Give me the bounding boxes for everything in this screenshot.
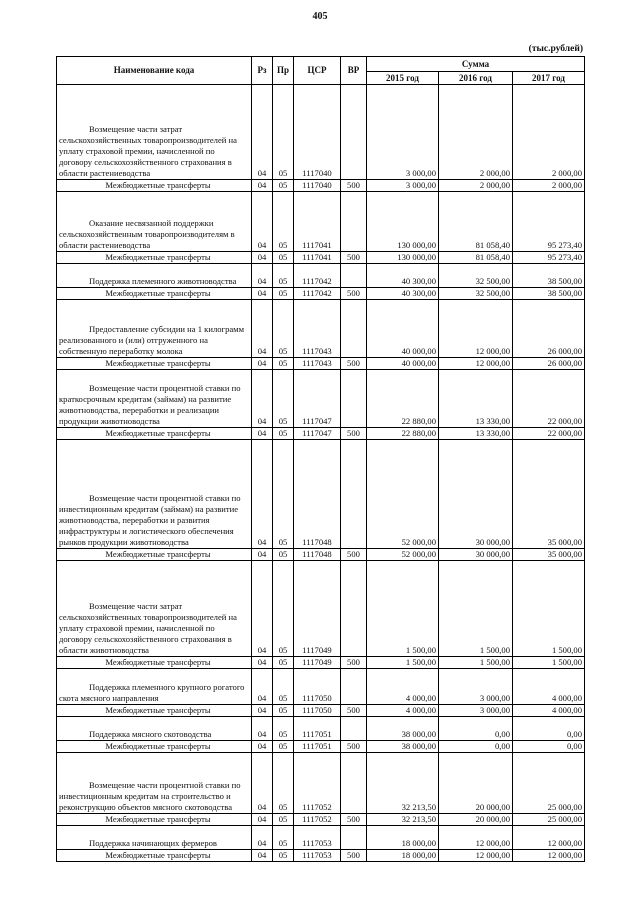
sum-2017-cell: 22 000,00 [513, 428, 585, 440]
sum-2015-cell: 40 000,00 [367, 358, 439, 370]
sum-2016-cell: 2 000,00 [439, 180, 513, 192]
name-cell: Межбюджетные трансферты [57, 850, 252, 862]
csr-cell: 1117042 [294, 288, 341, 300]
csr-cell: 1117050 [294, 669, 341, 705]
name-cell: Межбюджетные трансферты [57, 252, 252, 264]
vr-cell: 500 [341, 428, 367, 440]
units-label: (тыс.рублей) [528, 44, 583, 54]
vr-cell: 500 [341, 358, 367, 370]
rz-cell: 04 [252, 264, 273, 288]
budget-table [56, 56, 585, 862]
table-row [57, 85, 585, 180]
sum-2017-cell: 1 500,00 [513, 561, 585, 657]
table-row [57, 192, 585, 252]
table-row [57, 669, 585, 705]
header-2016: 2016 год [439, 72, 513, 85]
name-cell: Поддержка мясного скотоводства [57, 717, 252, 741]
sum-2016-cell: 1 500,00 [439, 657, 513, 669]
sum-2015-cell: 38 000,00 [367, 741, 439, 753]
sum-2016-cell: 12 000,00 [439, 850, 513, 862]
pr-cell: 05 [273, 669, 294, 705]
name-cell: Межбюджетные трансферты [57, 657, 252, 669]
sum-2016-cell: 32 500,00 [439, 264, 513, 288]
vr-cell [341, 561, 367, 657]
vr-cell: 500 [341, 549, 367, 561]
vr-cell [341, 717, 367, 741]
csr-cell: 1117043 [294, 358, 341, 370]
header-pr: Пр [273, 57, 294, 85]
rz-cell: 04 [252, 370, 273, 428]
table-row [57, 753, 585, 814]
pr-cell: 05 [273, 85, 294, 180]
sum-2017-cell: 26 000,00 [513, 358, 585, 370]
rz-cell: 04 [252, 850, 273, 862]
sum-2015-cell: 22 880,00 [367, 428, 439, 440]
name-cell: Возмещение части процентной ставки по инвестиционным кредитам на строительство и реконструкцию объектов мясного скотоводства [57, 753, 252, 814]
csr-cell: 1117052 [294, 753, 341, 814]
rz-cell: 04 [252, 252, 273, 264]
pr-cell: 05 [273, 358, 294, 370]
header-vr: ВР [341, 57, 367, 85]
name-cell: Межбюджетные трансферты [57, 428, 252, 440]
pr-cell: 05 [273, 264, 294, 288]
pr-cell: 05 [273, 741, 294, 753]
sum-2015-cell: 4 000,00 [367, 705, 439, 717]
pr-cell: 05 [273, 252, 294, 264]
csr-cell: 1117048 [294, 549, 341, 561]
csr-cell: 1117041 [294, 192, 341, 252]
rz-cell: 04 [252, 549, 273, 561]
sum-2016-cell: 3 000,00 [439, 669, 513, 705]
pr-cell: 05 [273, 370, 294, 428]
vr-cell [341, 264, 367, 288]
rz-cell: 04 [252, 705, 273, 717]
csr-cell: 1117051 [294, 717, 341, 741]
sum-2015-cell: 40 300,00 [367, 288, 439, 300]
sum-2015-cell: 3 000,00 [367, 85, 439, 180]
sum-2015-cell: 18 000,00 [367, 826, 439, 850]
pr-cell: 05 [273, 705, 294, 717]
name-cell: Межбюджетные трансферты [57, 814, 252, 826]
sum-2016-cell: 13 330,00 [439, 428, 513, 440]
vr-cell: 500 [341, 850, 367, 862]
sum-2016-cell: 12 000,00 [439, 300, 513, 358]
sum-2015-cell: 40 000,00 [367, 300, 439, 358]
header-csr: ЦСР [294, 57, 341, 85]
vr-cell [341, 440, 367, 549]
pr-cell: 05 [273, 717, 294, 741]
rz-cell: 04 [252, 717, 273, 741]
sum-2015-cell: 32 213,50 [367, 753, 439, 814]
table-row [57, 826, 585, 850]
pr-cell: 05 [273, 440, 294, 549]
name-cell: Межбюджетные трансферты [57, 180, 252, 192]
header-rz: Рз [252, 57, 273, 85]
rz-cell: 04 [252, 192, 273, 252]
table-row [57, 264, 585, 288]
table-row-transfer [57, 180, 585, 192]
table-row-transfer [57, 288, 585, 300]
table-row [57, 370, 585, 428]
rz-cell: 04 [252, 826, 273, 850]
csr-cell: 1117053 [294, 850, 341, 862]
sum-2015-cell: 52 000,00 [367, 440, 439, 549]
name-cell: Межбюджетные трансферты [57, 358, 252, 370]
pr-cell: 05 [273, 826, 294, 850]
csr-cell: 1117041 [294, 252, 341, 264]
table-row-transfer [57, 252, 585, 264]
rz-cell: 04 [252, 741, 273, 753]
name-cell: Оказание несвязанной поддержки сельскохозяйственным товаропроизводителям в области растениеводства [57, 192, 252, 252]
sum-2016-cell: 30 000,00 [439, 549, 513, 561]
vr-cell [341, 192, 367, 252]
sum-2017-cell: 35 000,00 [513, 549, 585, 561]
table-row-transfer [57, 657, 585, 669]
sum-2016-cell: 20 000,00 [439, 814, 513, 826]
csr-cell: 1117052 [294, 814, 341, 826]
name-cell: Возмещение части процентной ставки по инвестиционным кредитам (займам) на развитие животноводства, переработки и развития инфраструктуры и логистического обеспечения рынков продукции животноводства [57, 440, 252, 549]
csr-cell: 1117047 [294, 428, 341, 440]
csr-cell: 1117042 [294, 264, 341, 288]
sum-2016-cell: 12 000,00 [439, 826, 513, 850]
table-row-transfer [57, 358, 585, 370]
sum-2016-cell: 32 500,00 [439, 288, 513, 300]
vr-cell [341, 300, 367, 358]
table-row-transfer [57, 814, 585, 826]
vr-cell: 500 [341, 657, 367, 669]
sum-2015-cell: 3 000,00 [367, 180, 439, 192]
vr-cell: 500 [341, 180, 367, 192]
name-cell: Межбюджетные трансферты [57, 549, 252, 561]
sum-2015-cell: 18 000,00 [367, 850, 439, 862]
sum-2017-cell: 0,00 [513, 741, 585, 753]
csr-cell: 1117049 [294, 561, 341, 657]
sum-2017-cell: 95 273,40 [513, 252, 585, 264]
csr-cell: 1117048 [294, 440, 341, 549]
sum-2016-cell: 81 058,40 [439, 192, 513, 252]
rz-cell: 04 [252, 428, 273, 440]
sum-2016-cell: 12 000,00 [439, 358, 513, 370]
table-row-transfer [57, 705, 585, 717]
pr-cell: 05 [273, 561, 294, 657]
sum-2015-cell: 130 000,00 [367, 252, 439, 264]
rz-cell: 04 [252, 180, 273, 192]
pr-cell: 05 [273, 753, 294, 814]
table-row-transfer [57, 549, 585, 561]
sum-2015-cell: 40 300,00 [367, 264, 439, 288]
sum-2016-cell: 81 058,40 [439, 252, 513, 264]
sum-2017-cell: 38 500,00 [513, 288, 585, 300]
rz-cell: 04 [252, 440, 273, 549]
vr-cell [341, 85, 367, 180]
pr-cell: 05 [273, 428, 294, 440]
csr-cell: 1117053 [294, 826, 341, 850]
pr-cell: 05 [273, 814, 294, 826]
sum-2016-cell: 30 000,00 [439, 440, 513, 549]
sum-2016-cell: 0,00 [439, 717, 513, 741]
header-name: Наименование кода [57, 57, 252, 85]
sum-2017-cell: 26 000,00 [513, 300, 585, 358]
sum-2015-cell: 22 880,00 [367, 370, 439, 428]
rz-cell: 04 [252, 561, 273, 657]
table-row [57, 440, 585, 549]
name-cell: Возмещение части затрат сельскохозяйственных товаропроизводителей на уплату страховой премии, начисленной по договору сельскохозяйственного страхования в области растениеводства [57, 85, 252, 180]
page-number: 405 [312, 11, 328, 22]
sum-2017-cell: 25 000,00 [513, 753, 585, 814]
table-body [57, 85, 585, 862]
pr-cell: 05 [273, 180, 294, 192]
name-cell: Межбюджетные трансферты [57, 705, 252, 717]
sum-2015-cell: 38 000,00 [367, 717, 439, 741]
name-cell: Поддержка племенного животноводства [57, 264, 252, 288]
sum-2017-cell: 95 273,40 [513, 192, 585, 252]
sum-2016-cell: 13 330,00 [439, 370, 513, 428]
sum-2017-cell: 22 000,00 [513, 370, 585, 428]
table-row [57, 561, 585, 657]
sum-2017-cell: 0,00 [513, 717, 585, 741]
table-row-transfer [57, 741, 585, 753]
sum-2015-cell: 1 500,00 [367, 657, 439, 669]
vr-cell [341, 753, 367, 814]
sum-2015-cell: 52 000,00 [367, 549, 439, 561]
name-cell: Поддержка племенного крупного рогатого скота мясного направления [57, 669, 252, 705]
sum-2016-cell: 20 000,00 [439, 753, 513, 814]
pr-cell: 05 [273, 549, 294, 561]
csr-cell: 1117040 [294, 85, 341, 180]
name-cell: Межбюджетные трансферты [57, 288, 252, 300]
csr-cell: 1117050 [294, 705, 341, 717]
sum-2017-cell: 2 000,00 [513, 180, 585, 192]
sum-2017-cell: 12 000,00 [513, 850, 585, 862]
vr-cell [341, 826, 367, 850]
sum-2016-cell: 2 000,00 [439, 85, 513, 180]
name-cell: Возмещение части затрат сельскохозяйственных товаропроизводителей на уплату страховой премии, начисленной по договору сельскохозяйственного страхования в области животноводства [57, 561, 252, 657]
vr-cell: 500 [341, 252, 367, 264]
sum-2015-cell: 1 500,00 [367, 561, 439, 657]
rz-cell: 04 [252, 358, 273, 370]
sum-2017-cell: 4 000,00 [513, 669, 585, 705]
csr-cell: 1117047 [294, 370, 341, 428]
sum-2017-cell: 38 500,00 [513, 264, 585, 288]
rz-cell: 04 [252, 669, 273, 705]
name-cell: Возмещение части процентной ставки по краткосрочным кредитам (займам) на развитие животноводства, переработки и реализации продукции животноводства [57, 370, 252, 428]
rz-cell: 04 [252, 753, 273, 814]
rz-cell: 04 [252, 85, 273, 180]
header-sum: Сумма [367, 57, 585, 72]
csr-cell: 1117043 [294, 300, 341, 358]
vr-cell [341, 370, 367, 428]
sum-2016-cell: 0,00 [439, 741, 513, 753]
name-cell: Поддержка начинающих фермеров [57, 826, 252, 850]
vr-cell: 500 [341, 741, 367, 753]
pr-cell: 05 [273, 288, 294, 300]
table-row [57, 300, 585, 358]
sum-2016-cell: 1 500,00 [439, 561, 513, 657]
header-2017: 2017 год [513, 72, 585, 85]
name-cell: Межбюджетные трансферты [57, 741, 252, 753]
pr-cell: 05 [273, 657, 294, 669]
rz-cell: 04 [252, 657, 273, 669]
header-2015: 2015 год [367, 72, 439, 85]
rz-cell: 04 [252, 288, 273, 300]
table-row-transfer [57, 850, 585, 862]
csr-cell: 1117051 [294, 741, 341, 753]
pr-cell: 05 [273, 850, 294, 862]
sum-2017-cell: 1 500,00 [513, 657, 585, 669]
sum-2017-cell: 4 000,00 [513, 705, 585, 717]
vr-cell: 500 [341, 814, 367, 826]
pr-cell: 05 [273, 192, 294, 252]
table-row-transfer [57, 428, 585, 440]
sum-2017-cell: 2 000,00 [513, 85, 585, 180]
vr-cell: 500 [341, 288, 367, 300]
sum-2017-cell: 35 000,00 [513, 440, 585, 549]
sum-2015-cell: 4 000,00 [367, 669, 439, 705]
rz-cell: 04 [252, 814, 273, 826]
sum-2017-cell: 25 000,00 [513, 814, 585, 826]
sum-2017-cell: 12 000,00 [513, 826, 585, 850]
pr-cell: 05 [273, 300, 294, 358]
vr-cell: 500 [341, 705, 367, 717]
table-row [57, 717, 585, 741]
vr-cell [341, 669, 367, 705]
rz-cell: 04 [252, 300, 273, 358]
csr-cell: 1117049 [294, 657, 341, 669]
sum-2015-cell: 130 000,00 [367, 192, 439, 252]
sum-2015-cell: 32 213,50 [367, 814, 439, 826]
sum-2016-cell: 3 000,00 [439, 705, 513, 717]
csr-cell: 1117040 [294, 180, 341, 192]
name-cell: Предоставление субсидии на 1 килограмм реализованного и (или) отгруженного на собственную переработку молока [57, 300, 252, 358]
